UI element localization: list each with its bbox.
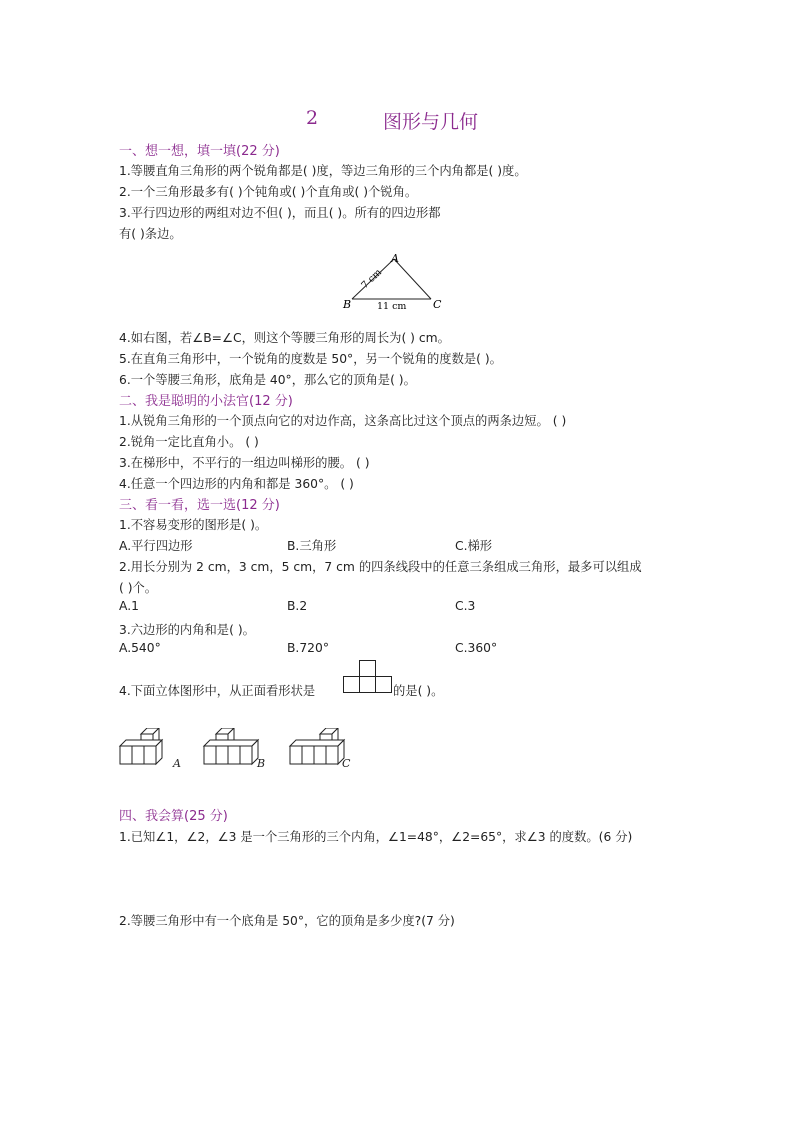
s1-question-4: 4.如右图，若∠B=∠C，则这个等腰三角形的周长为( ) cm。 xyxy=(119,331,450,345)
s3-q2-option-c: C.3 xyxy=(455,599,476,613)
s3-question-4-before: 4.下面立体图形中，从正面看形状是 xyxy=(119,684,316,698)
section-1-heading: 一、想一想，填一填(22 分) xyxy=(119,144,280,159)
s3-question-3: 3.六边形的内角和是( )。 xyxy=(119,623,255,637)
figure-a xyxy=(120,728,162,764)
s3-q2-option-b: B.2 xyxy=(287,599,308,613)
s3-q3-option-c: C.360° xyxy=(455,641,498,655)
figure-b xyxy=(204,728,258,764)
section-3-heading: 三、看一看，选一选(12 分) xyxy=(119,498,280,513)
s3-q3-option-b: B.720° xyxy=(287,641,329,655)
s3-q2-option-a: A.1 xyxy=(119,599,139,613)
s3-question-2-line-2: ( )个。 xyxy=(119,581,158,595)
front-view-shape xyxy=(343,659,393,693)
page-title: 图形与几何 xyxy=(383,111,479,133)
s3-question-2-line-1: 2.用长分别为 2 cm，3 cm，5 cm，7 cm 的四条线段中的任意三条组成三角形，最多可以组成 xyxy=(119,560,642,574)
s1-question-1: 1.等腰直角三角形的两个锐角都是( )度，等边三角形的三个内角都是( )度。 xyxy=(119,164,527,178)
s3-question-1: 1.不容易变形的图形是( )。 xyxy=(119,518,268,532)
s1-question-6: 6.一个等腰三角形，底角是 40°，那么它的顶角是( )。 xyxy=(119,373,416,387)
figure-label-b: B xyxy=(257,757,266,770)
side-ac xyxy=(394,259,431,299)
side-bc-length: 11 cm xyxy=(377,301,407,312)
s1-question-2: 2.一个三角形最多有( )个钝角或( )个直角或( )个锐角。 xyxy=(119,185,418,199)
figure-c xyxy=(290,728,344,764)
cube-figures xyxy=(118,728,358,772)
s1-question-3-line-2: 有( )条边。 xyxy=(119,227,182,241)
s3-q1-option-a: A.平行四边形 xyxy=(119,539,193,553)
s2-question-4: 4.任意一个四边形的内角和都是 360°。 ( ) xyxy=(119,477,354,491)
figure-label-c: C xyxy=(342,757,351,770)
vertex-b-label: B xyxy=(343,298,352,311)
side-ab-length: 7 cm xyxy=(359,266,384,292)
s3-q1-option-c: C.梯形 xyxy=(455,539,493,553)
vertex-c-label: C xyxy=(433,298,442,311)
vertex-a-label: A xyxy=(391,252,399,265)
s3-question-4-after: 的是( )。 xyxy=(393,684,444,698)
s1-question-3-line-1: 3.平行四边形的两组对边不但( )，而且( )。所有的四边形都 xyxy=(119,206,441,220)
s2-question-1: 1.从锐角三角形的一个顶点向它的对边作高，这条高比过这个顶点的两条边短。 ( ) xyxy=(119,414,567,428)
page-number: 2 xyxy=(306,107,319,129)
s2-question-3: 3.在梯形中，不平行的一组边叫梯形的腰。 ( ) xyxy=(119,456,370,470)
s3-q1-option-b: B.三角形 xyxy=(287,539,337,553)
s4-question-2: 2.等腰三角形中有一个底角是 50°，它的顶角是多少度?(7 分) xyxy=(119,914,455,928)
s4-question-1: 1.已知∠1，∠2，∠3 是一个三角形的三个内角，∠1=48°，∠2=65°，求∠3 的度数。(6 分) xyxy=(119,830,633,844)
figure-label-a: A xyxy=(173,757,181,770)
s1-question-5: 5.在直角三角形中，一个锐角的度数是 50°，另一个锐角的度数是( )。 xyxy=(119,352,502,366)
triangle-figure xyxy=(338,250,448,312)
s2-question-2: 2.锐角一定比直角小。 ( ) xyxy=(119,435,259,449)
s3-q3-option-a: A.540° xyxy=(119,641,161,655)
section-4-heading: 四、我会算(25 分) xyxy=(119,809,228,824)
section-2-heading: 二、我是聪明的小法官(12 分) xyxy=(119,394,293,409)
